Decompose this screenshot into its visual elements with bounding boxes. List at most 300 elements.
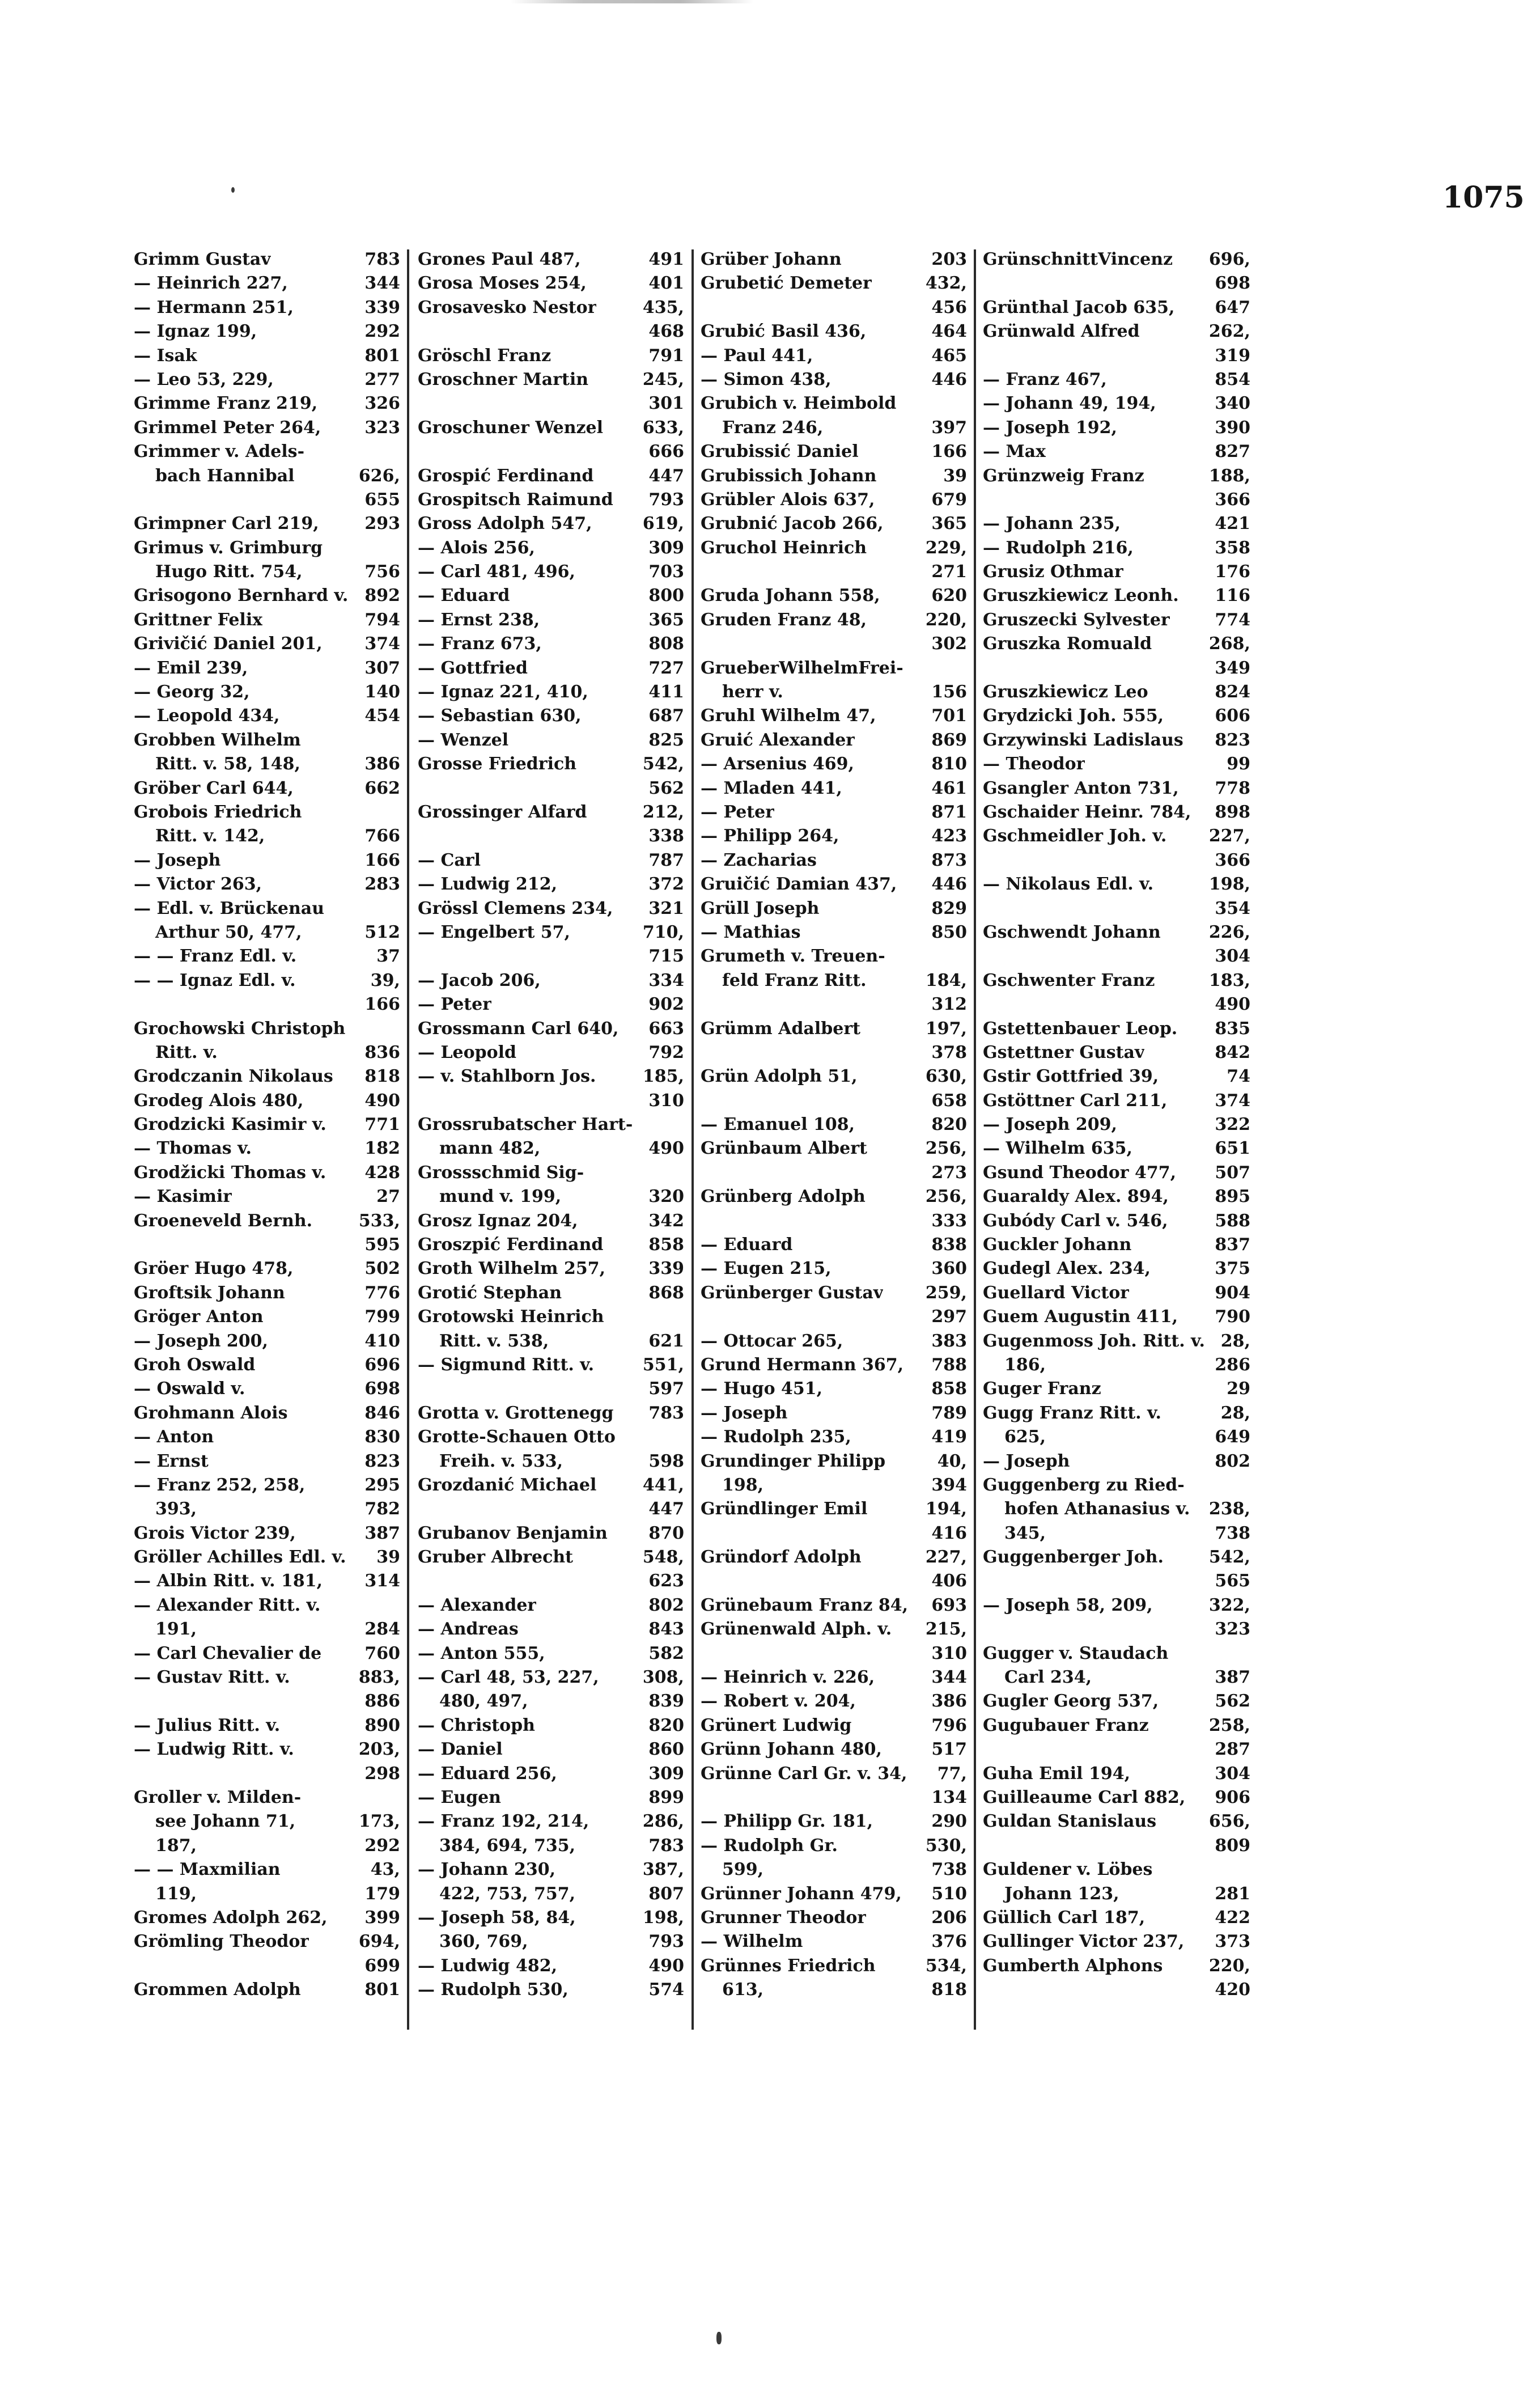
index-entry bbox=[983, 296, 1250, 320]
entry-pages: 783 bbox=[364, 249, 400, 269]
entry-pages: 360 bbox=[931, 1259, 967, 1279]
entry-pages: 906 bbox=[1215, 1788, 1250, 1807]
entry-pages: 687 bbox=[648, 706, 684, 726]
entry-pages: 245, bbox=[642, 369, 684, 389]
entry-pages: 787 bbox=[648, 850, 684, 870]
entry-name: — Max bbox=[983, 442, 1046, 462]
entry-pages: 338 bbox=[648, 826, 684, 846]
entry-name: Grün Adolph 51, bbox=[701, 1066, 858, 1087]
entry-pages: 490 bbox=[1215, 994, 1250, 1015]
index-entry bbox=[134, 1065, 400, 1089]
entry-name: hofen Athanasius v. bbox=[1004, 1499, 1190, 1519]
entry-pages: 490 bbox=[648, 1955, 684, 1976]
entry-pages: 340 bbox=[1215, 393, 1250, 414]
entry-pages: 28, bbox=[1220, 1331, 1250, 1351]
index-entry-continuation bbox=[983, 1882, 1250, 1906]
entry-name: — Georg 32, bbox=[134, 682, 250, 702]
entry-name: — Hermann 251, bbox=[134, 297, 294, 317]
entry-pages: 428 bbox=[364, 1162, 400, 1183]
entry-name: Gubódy Carl v. 546, bbox=[983, 1210, 1168, 1231]
index-entry bbox=[983, 1089, 1250, 1113]
entry-name: — — Franz Edl. v. bbox=[134, 946, 297, 967]
entry-pages: 836 bbox=[364, 1042, 400, 1062]
entry-pages: 399 bbox=[364, 1907, 400, 1928]
entry-pages bbox=[678, 1161, 684, 1185]
entry-pages: 292 bbox=[364, 1835, 400, 1856]
index-entry bbox=[701, 1954, 967, 1978]
index-entry-continuation bbox=[701, 1522, 967, 1545]
entry-name: Grünthal Jacob 635, bbox=[983, 297, 1175, 317]
entry-name bbox=[904, 1089, 926, 1113]
entry-pages bbox=[394, 536, 400, 560]
entry-name: Grommen Adolph bbox=[134, 1980, 301, 2000]
entry-name bbox=[904, 1161, 926, 1185]
entry-name: Gugubauer Franz bbox=[983, 1715, 1149, 1735]
entry-pages: 227, bbox=[1208, 826, 1250, 846]
index-entry bbox=[134, 1137, 400, 1161]
entry-pages: 701 bbox=[931, 706, 967, 726]
index-entry bbox=[418, 1041, 684, 1065]
entry-pages: 366 bbox=[1215, 850, 1250, 870]
entry-name: Gröschl Franz bbox=[418, 345, 551, 366]
entry-pages: 28, bbox=[1220, 1403, 1250, 1423]
entry-pages: 301 bbox=[648, 393, 684, 414]
entry-pages: 895 bbox=[1215, 1187, 1250, 1207]
entry-name: herr v. bbox=[722, 682, 783, 702]
entry-pages: 794 bbox=[364, 609, 400, 630]
entry-name bbox=[621, 1497, 643, 1521]
index-entry bbox=[134, 392, 400, 416]
entry-pages: 715 bbox=[648, 946, 684, 967]
entry-pages: 456 bbox=[931, 297, 967, 317]
index-entry bbox=[701, 704, 967, 728]
entry-pages: 783 bbox=[648, 1403, 684, 1423]
index-entry bbox=[418, 1666, 684, 1689]
index-entry bbox=[134, 584, 400, 608]
index-entry-continuation bbox=[418, 1834, 684, 1858]
entry-pages: 796 bbox=[931, 1715, 967, 1735]
column-rule bbox=[407, 249, 409, 2030]
index-entry bbox=[418, 993, 684, 1017]
index-entry-continuation bbox=[418, 1185, 684, 1209]
index-entry bbox=[134, 1858, 400, 1882]
entry-name: Grossrubatscher Hart- bbox=[418, 1115, 633, 1135]
entry-name: Gründlinger Emil bbox=[701, 1499, 868, 1519]
entry-name: Ritt. v. 142, bbox=[155, 826, 265, 846]
entry-name: — Paul 441, bbox=[701, 345, 813, 366]
entry-pages: 647 bbox=[1215, 297, 1250, 317]
entry-name: 599, bbox=[722, 1860, 764, 1880]
entry-pages: 530, bbox=[925, 1835, 967, 1856]
entry-name: — Gottfried bbox=[418, 658, 528, 678]
entry-name bbox=[337, 1689, 359, 1713]
entry-name bbox=[1187, 344, 1209, 368]
entry-pages: 421 bbox=[1215, 514, 1250, 534]
entry-name bbox=[337, 1762, 359, 1786]
entry-name: Grimm Gustav bbox=[134, 249, 271, 269]
entry-name: — Gustav Ritt. v. bbox=[134, 1667, 290, 1688]
index-entry bbox=[418, 1978, 684, 2002]
entry-name: — Andreas bbox=[418, 1619, 519, 1640]
index-entry-continuation bbox=[701, 680, 967, 704]
index-entry-continuation bbox=[418, 1089, 684, 1113]
index-entry bbox=[983, 1858, 1250, 1882]
index-entry bbox=[134, 536, 400, 560]
entry-pages: 342 bbox=[648, 1210, 684, 1231]
entry-pages: 679 bbox=[931, 489, 967, 510]
entry-pages: 281 bbox=[1215, 1883, 1250, 1904]
entry-name: Carl 234, bbox=[1004, 1667, 1092, 1688]
index-entry bbox=[983, 1257, 1250, 1281]
entry-pages: 562 bbox=[648, 778, 684, 798]
entry-pages: 99 bbox=[1227, 754, 1250, 774]
entry-pages: 548, bbox=[642, 1547, 684, 1568]
index-entry bbox=[134, 1930, 400, 1954]
entry-name: — Joseph 209, bbox=[983, 1115, 1117, 1135]
entry-name: — Mladen 441, bbox=[701, 778, 842, 798]
index-entry bbox=[701, 1497, 967, 1521]
index-entry bbox=[134, 1161, 400, 1185]
entry-name: — Alexander Ritt. v. bbox=[134, 1595, 321, 1615]
index-entry bbox=[983, 248, 1250, 272]
index-entry-continuation bbox=[701, 1473, 967, 1497]
index-entry bbox=[701, 1233, 967, 1257]
index-entry bbox=[701, 536, 967, 560]
entry-name bbox=[904, 560, 926, 584]
entry-name: — Eugen 215, bbox=[701, 1259, 831, 1279]
index-entry bbox=[418, 680, 684, 704]
entry-pages: 292 bbox=[364, 321, 400, 342]
entry-name: Grusiz Othmar bbox=[983, 562, 1123, 582]
entry-name: — Ignaz 221, 410, bbox=[418, 682, 588, 702]
entry-name: 613, bbox=[722, 1980, 764, 2000]
index-entry bbox=[983, 752, 1250, 776]
entry-pages: 771 bbox=[364, 1115, 400, 1135]
entry-pages: 818 bbox=[931, 1980, 967, 2000]
index-entry bbox=[134, 608, 400, 632]
entry-pages: 182 bbox=[364, 1138, 400, 1159]
entry-name bbox=[1187, 488, 1209, 512]
entry-name: Groschner Martin bbox=[418, 369, 589, 389]
entry-pages: 588 bbox=[1215, 1210, 1250, 1231]
entry-pages: 565 bbox=[1215, 1571, 1250, 1591]
entry-name: — Edl. v. Brückenau bbox=[134, 898, 325, 918]
entry-pages: 309 bbox=[648, 1763, 684, 1784]
entry-pages: 198, bbox=[1208, 874, 1250, 895]
entry-name: Grubanov Benjamin bbox=[418, 1523, 608, 1543]
entry-pages: 320 bbox=[648, 1187, 684, 1207]
entry-name: Grisogono Bernhard v. bbox=[134, 586, 349, 606]
entry-name: Grydzicki Joh. 555, bbox=[983, 706, 1164, 726]
index-entry bbox=[418, 849, 684, 873]
entry-name: Gruden Franz 48, bbox=[701, 609, 867, 630]
entry-pages: 793 bbox=[648, 1932, 684, 1952]
entry-pages: 698 bbox=[364, 1379, 400, 1399]
index-entry bbox=[418, 1858, 684, 1882]
index-entry bbox=[134, 1209, 400, 1233]
entry-pages: 322, bbox=[1208, 1595, 1250, 1615]
entry-pages: 791 bbox=[648, 345, 684, 366]
entry-pages bbox=[394, 897, 400, 921]
entry-pages: 397 bbox=[931, 417, 967, 438]
entry-name: — Franz 252, 258, bbox=[134, 1475, 306, 1495]
entry-pages: 800 bbox=[648, 586, 684, 606]
index-entry bbox=[701, 1762, 967, 1786]
entry-name: — Ludwig 212, bbox=[418, 874, 558, 895]
entry-name: Gruhl Wilhelm 47, bbox=[701, 706, 876, 726]
entry-pages: 374 bbox=[1215, 1090, 1250, 1111]
index-entry bbox=[701, 1617, 967, 1641]
index-entry bbox=[134, 1377, 400, 1401]
entry-pages: 574 bbox=[648, 1980, 684, 2000]
entry-name: Grüber Johann bbox=[701, 249, 842, 269]
entry-pages: 333 bbox=[931, 1210, 967, 1231]
entry-pages: 376 bbox=[931, 1932, 967, 1952]
entry-name: — Ludwig 482, bbox=[418, 1955, 558, 1976]
entry-name: Gröber Carl 644, bbox=[134, 778, 294, 798]
entry-pages: 354 bbox=[1215, 898, 1250, 918]
entry-name: — Anton bbox=[134, 1427, 214, 1447]
index-entry-continuation bbox=[983, 1569, 1250, 1593]
index-entry bbox=[701, 1906, 967, 1930]
index-entry bbox=[134, 512, 400, 536]
index-entry-continuation bbox=[701, 1786, 967, 1810]
entry-name: Grundinger Philipp bbox=[701, 1451, 886, 1471]
index-entry bbox=[983, 512, 1250, 536]
entry-pages: 517 bbox=[931, 1739, 967, 1760]
entry-name bbox=[1187, 1617, 1209, 1641]
entry-pages: 869 bbox=[931, 730, 967, 750]
entry-name: Grünne Carl Gr. v. 34, bbox=[701, 1763, 907, 1784]
entry-name bbox=[1187, 993, 1209, 1017]
entry-pages: 297 bbox=[931, 1307, 967, 1327]
index-entry bbox=[134, 945, 400, 968]
entry-name: Güllich Carl 187, bbox=[983, 1907, 1146, 1928]
entry-pages: 824 bbox=[1215, 682, 1250, 702]
entry-name: Grünert Ludwig bbox=[701, 1715, 852, 1735]
entry-name bbox=[904, 296, 926, 320]
index-entry bbox=[701, 608, 967, 632]
index-entry bbox=[134, 873, 400, 896]
entry-name: Gstettenbauer Leop. bbox=[983, 1018, 1178, 1039]
entry-pages: 166 bbox=[364, 850, 400, 870]
entry-pages: 310 bbox=[931, 1643, 967, 1663]
index-entry bbox=[418, 1714, 684, 1738]
index-entry-continuation bbox=[418, 320, 684, 344]
index-entry bbox=[418, 969, 684, 993]
entry-pages: 838 bbox=[931, 1235, 967, 1255]
index-entry bbox=[418, 272, 684, 295]
entry-pages: 390 bbox=[1215, 417, 1250, 438]
entry-name: — Wenzel bbox=[418, 730, 509, 750]
entry-pages: 183, bbox=[1208, 970, 1250, 990]
index-entry bbox=[134, 849, 400, 873]
entry-pages: 842 bbox=[1215, 1042, 1250, 1062]
entry-name: 384, 694, 735, bbox=[439, 1835, 576, 1856]
entry-pages: 286 bbox=[1215, 1354, 1250, 1375]
index-entry bbox=[418, 1353, 684, 1377]
entry-name bbox=[904, 1642, 926, 1666]
entry-pages: 801 bbox=[364, 1980, 400, 2000]
index-entry bbox=[418, 1161, 684, 1185]
index-entry-continuation bbox=[134, 1810, 400, 1833]
entry-name: 422, 753, 757, bbox=[439, 1883, 576, 1904]
index-entry bbox=[418, 1522, 684, 1545]
index-entry bbox=[983, 1642, 1250, 1666]
entry-pages: 188, bbox=[1208, 465, 1250, 486]
entry-name: Grünnes Friedrich bbox=[701, 1955, 876, 1976]
index-entry bbox=[983, 873, 1250, 896]
entry-pages: 39, bbox=[370, 970, 400, 990]
entry-pages: 283 bbox=[364, 874, 400, 895]
index-entry bbox=[418, 752, 684, 776]
entry-name bbox=[621, 320, 643, 344]
index-entry bbox=[134, 416, 400, 440]
entry-name: GrünschnittVincenz bbox=[983, 249, 1173, 269]
index-entry-continuation bbox=[983, 1978, 1250, 2002]
entry-pages: 295 bbox=[364, 1475, 400, 1495]
index-entry-continuation bbox=[418, 777, 684, 801]
index-entry-continuation bbox=[134, 921, 400, 945]
entry-pages: 37 bbox=[376, 946, 400, 967]
entry-pages: 465 bbox=[931, 345, 967, 366]
entry-name: Grubetić Demeter bbox=[701, 273, 872, 294]
entry-pages: 649 bbox=[1215, 1427, 1250, 1447]
entry-pages: 808 bbox=[648, 634, 684, 654]
entry-pages: 630, bbox=[925, 1066, 967, 1087]
index-entry-continuation bbox=[701, 632, 967, 656]
entry-pages: 179 bbox=[364, 1883, 400, 1904]
entry-name bbox=[904, 632, 926, 656]
entry-pages: 256, bbox=[925, 1187, 967, 1207]
entry-name: — Heinrich v. 226, bbox=[701, 1667, 875, 1688]
entry-pages: 378 bbox=[931, 1042, 967, 1062]
entry-pages: 323 bbox=[364, 417, 400, 438]
entry-name bbox=[621, 777, 643, 801]
entry-pages: 416 bbox=[931, 1523, 967, 1543]
index-entry-continuation bbox=[983, 1738, 1250, 1761]
index-entry-continuation bbox=[983, 1666, 1250, 1689]
entry-name: Gschmeidler Joh. v. bbox=[983, 826, 1167, 846]
index-entry bbox=[983, 632, 1250, 656]
entry-name: — Joseph 58, 209, bbox=[983, 1595, 1153, 1615]
entry-pages: 212, bbox=[642, 802, 684, 822]
scan-speck bbox=[231, 187, 235, 193]
index-entry bbox=[418, 1425, 684, 1449]
index-entry-continuation bbox=[134, 1233, 400, 1257]
entry-pages: 339 bbox=[364, 297, 400, 317]
index-entry-continuation bbox=[983, 1617, 1250, 1641]
index-entry-continuation bbox=[701, 993, 967, 1017]
index-entry-continuation bbox=[418, 1689, 684, 1713]
index-entry bbox=[701, 1666, 967, 1689]
entry-pages: 411 bbox=[648, 682, 684, 702]
entry-pages: 619, bbox=[642, 514, 684, 534]
entry-name: Guem Augustin 411, bbox=[983, 1307, 1178, 1327]
index-entry bbox=[418, 1017, 684, 1041]
index-entry-continuation bbox=[134, 752, 400, 776]
index-entry bbox=[418, 729, 684, 752]
entry-name bbox=[1187, 1738, 1209, 1761]
index-column-1 bbox=[134, 248, 400, 2002]
index-entry bbox=[701, 464, 967, 488]
entry-pages: 868 bbox=[648, 1282, 684, 1303]
entry-name: Grimmel Peter 264, bbox=[134, 417, 321, 438]
entry-name: Guaraldy Alex. 894, bbox=[983, 1187, 1169, 1207]
entry-pages: 447 bbox=[648, 465, 684, 486]
entry-name: Grossinger Alfard bbox=[418, 802, 587, 822]
entry-name: Johann 123, bbox=[1004, 1883, 1119, 1904]
entry-name: Guilleaume Carl 882, bbox=[983, 1788, 1186, 1807]
entry-pages: 774 bbox=[1215, 609, 1250, 630]
entry-name: — Alexander bbox=[418, 1595, 537, 1615]
entry-name: Grüll Joseph bbox=[701, 898, 820, 918]
entry-name: — Zacharias bbox=[701, 850, 817, 870]
entry-pages bbox=[394, 801, 400, 824]
entry-name: Gruchol Heinrich bbox=[701, 537, 867, 558]
entry-pages: 401 bbox=[648, 273, 684, 294]
entry-pages: 312 bbox=[931, 994, 967, 1015]
index-entry bbox=[983, 1161, 1250, 1185]
index-entry-continuation bbox=[134, 560, 400, 584]
entry-pages: 358 bbox=[1215, 537, 1250, 558]
index-entry bbox=[983, 440, 1250, 464]
entry-pages: 542, bbox=[642, 754, 684, 774]
index-entry-continuation bbox=[418, 1377, 684, 1401]
entry-pages: 468 bbox=[648, 321, 684, 342]
entry-pages: 284 bbox=[364, 1619, 400, 1640]
entry-pages: 262, bbox=[1208, 321, 1250, 342]
entry-pages: 446 bbox=[931, 369, 967, 389]
entry-pages: 372 bbox=[648, 874, 684, 895]
entry-name: Gruber Albrecht bbox=[418, 1547, 574, 1568]
entry-name: — Joseph 200, bbox=[134, 1331, 268, 1351]
entry-name bbox=[904, 1569, 926, 1593]
entry-pages: 512 bbox=[364, 922, 400, 942]
entry-pages: 789 bbox=[931, 1403, 967, 1423]
index-entry bbox=[418, 1810, 684, 1833]
entry-name: Grotić Stephan bbox=[418, 1282, 562, 1303]
index-entry-continuation bbox=[134, 993, 400, 1017]
entry-pages: 203 bbox=[931, 249, 967, 269]
index-entry bbox=[701, 320, 967, 344]
entry-pages: 830 bbox=[364, 1427, 400, 1447]
entry-pages: 39 bbox=[376, 1547, 400, 1568]
index-entry-continuation bbox=[701, 296, 967, 320]
entry-pages: 304 bbox=[1215, 1763, 1250, 1784]
entry-name: — Alois 256, bbox=[418, 537, 535, 558]
index-entry bbox=[418, 1473, 684, 1497]
entry-name: — Joseph 192, bbox=[983, 417, 1117, 438]
entry-pages: 366 bbox=[1215, 489, 1250, 510]
index-entry-continuation bbox=[134, 488, 400, 512]
entry-name: Grübler Alois 637, bbox=[701, 489, 875, 510]
index-entry bbox=[701, 344, 967, 368]
index-entry bbox=[701, 1545, 967, 1569]
index-entry bbox=[418, 296, 684, 320]
index-entry-continuation bbox=[418, 1450, 684, 1473]
entry-name: Grohmann Alois bbox=[134, 1403, 288, 1423]
entry-name bbox=[904, 1786, 926, 1810]
entry-name bbox=[1187, 945, 1209, 968]
entry-pages: 256, bbox=[925, 1138, 967, 1159]
entry-pages: 39 bbox=[943, 465, 967, 486]
index-entry bbox=[983, 1401, 1250, 1425]
index-entry-continuation bbox=[701, 1209, 967, 1233]
entry-pages: 227, bbox=[925, 1547, 967, 1568]
entry-pages: 422 bbox=[1215, 1907, 1250, 1928]
entry-name: 198, bbox=[722, 1475, 764, 1495]
